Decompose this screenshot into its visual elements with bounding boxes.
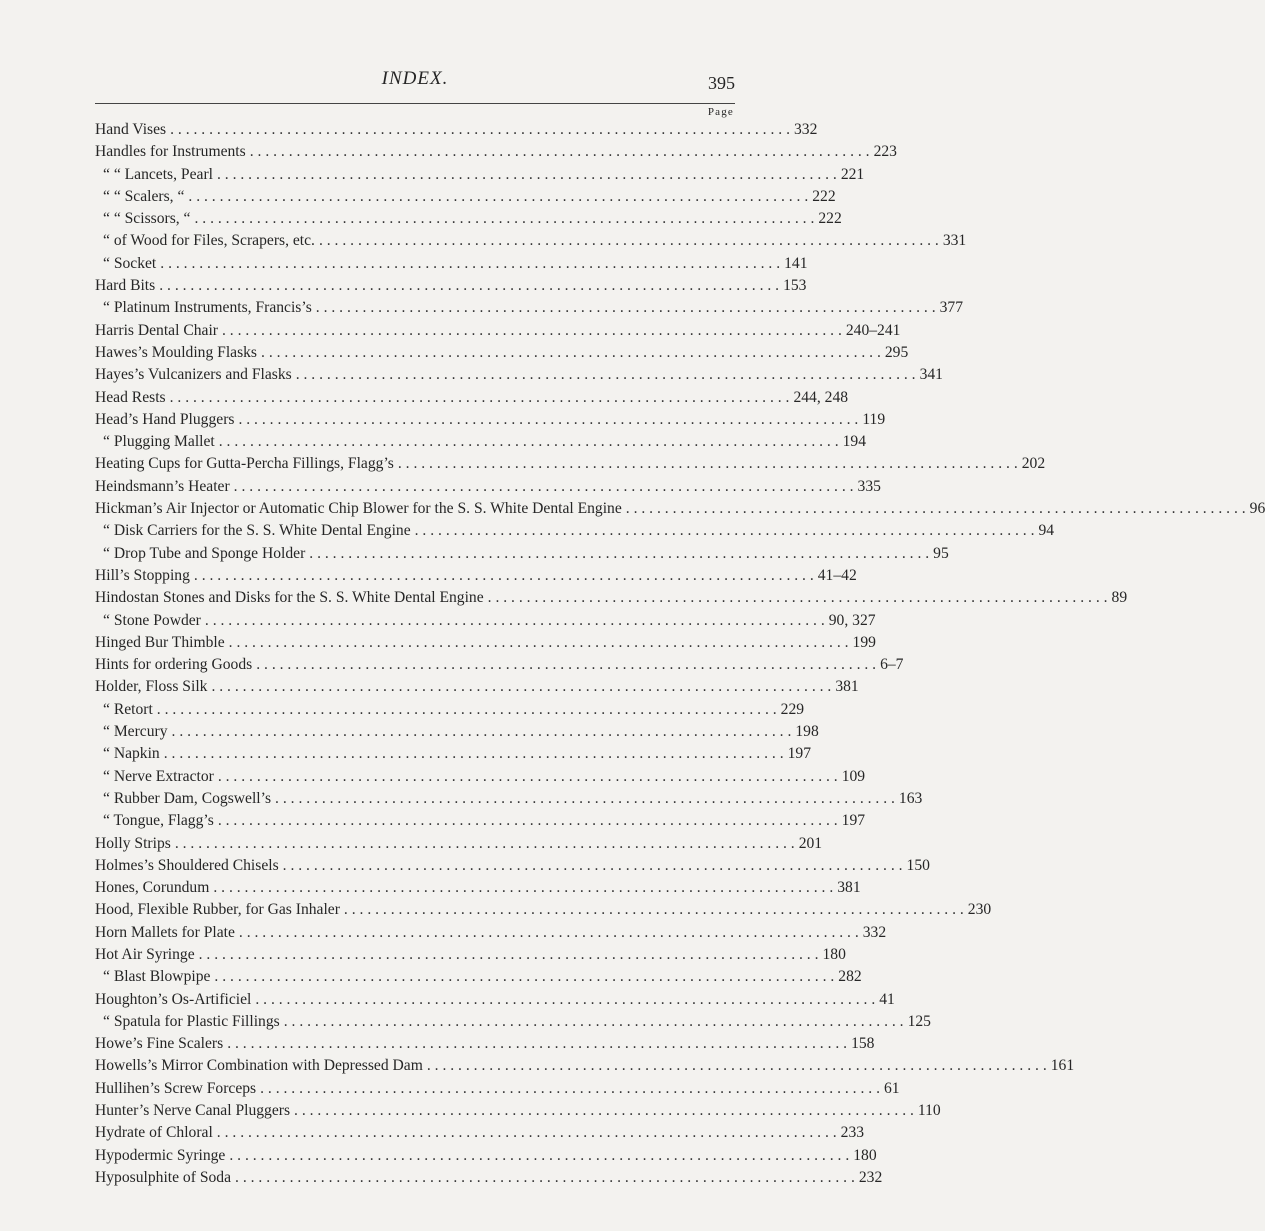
entry-label: Harris Dental Chair <box>95 321 218 339</box>
leader-dots: . . . . . . . . . . . . . . . . . . . . . . . . . . . . . . . . . . . . . . . . . . . . . . . . . . . . . . . . . . . . . . . . . . . . . . . . . . . . . . . . <box>214 968 835 986</box>
entry-page: 6–7 <box>880 656 904 674</box>
entry-label: Heating Cups for Gutta-Percha Fillings, Flagg’s <box>95 455 394 473</box>
index-entry <box>95 812 866 834</box>
leader-dots: . . . . . . . . . . . . . . . . . . . . . . . . . . . . . . . . . . . . . . . . . . . . . . . . . . . . . . . . . . . . . . . . . . . . . . . . . . . . . . . . <box>228 633 849 651</box>
index-entry <box>95 477 881 500</box>
leader-dots: . . . . . . . . . . . . . . . . . . . . . . . . . . . . . . . . . . . . . . . . . . . . . . . . . . . . . . . . . . . . . . . . . . . . . . . . . . . . . . . . <box>309 544 930 562</box>
entry-label: Houghton’s Os-Artificiel <box>95 990 252 1008</box>
leader-dots: . . . . . . . . . . . . . . . . . . . . . . . . . . . . . . . . . . . . . . . . . . . . . . . . . . . . . . . . . . . . . . . . . . . . . . . . . . . . . . . . <box>261 343 881 361</box>
index-entry <box>95 879 861 901</box>
entry-page: 109 <box>841 767 866 785</box>
index-entry <box>95 678 859 700</box>
leader-dots: . . . . . . . . . . . . . . . . . . . . . . . . . . . . . . . . . . . . . . . . . . . . . . . . . . . . . . . . . . . . . . . . . . . . . . . . . . . . . . . . <box>414 522 1035 540</box>
entry-label: “ Disk Carriers for the S. S. White Dental Engine <box>103 522 411 540</box>
index-entry <box>95 187 836 210</box>
index-entry <box>95 723 819 745</box>
entry-page: 199 <box>852 633 876 651</box>
entry-page: 41 <box>879 990 895 1008</box>
entry-label: Hyposulphite of Soda <box>95 1168 232 1186</box>
index-entry <box>95 299 964 321</box>
index-entry <box>95 1102 941 1124</box>
leader-dots: . . . . . . . . . . . . . . . . . . . . . . . . . . . . . . . . . . . . . . . . . . . . . . . . . . . . . . . . . . . . . . . . . . . . . . . . . . . . . . . . <box>217 812 838 830</box>
entry-label: “ Blast Blowpipe <box>103 968 211 986</box>
entry-page: 381 <box>837 879 861 897</box>
index-entry <box>95 544 949 567</box>
entry-page: 335 <box>857 477 881 495</box>
entry-page: 244, 248 <box>793 388 849 406</box>
leader-dots: . . . . . . . . . . . . . . . . . . . . . . . . . . . . . . . . . . . . . . . . . . . . . . . . . . . . . . . . . . . . . . . . . . . . . . . . . . . . . . . . <box>198 945 819 963</box>
entry-page: 90, 327 <box>828 611 876 629</box>
leader-dots: . . . . . . . . . . . . . . . . . . . . . . . . . . . . . . . . . . . . . . . . . . . . . . . . . . . . . . . . . . . . . . . . . . . . . . . . . . . . . . . . <box>294 1102 914 1120</box>
leader-dots: . . . . . . . . . . . . . . . . . . . . . . . . . . . . . . . . . . . . . . . . . . . . . . . . . . . . . . . . . . . . . . . . . . . . . . . . . . . . . . . . <box>221 321 842 339</box>
entry-page: 229 <box>780 700 805 718</box>
index-entry <box>95 277 807 299</box>
entry-label: “ “ Scalers, “ <box>103 187 185 205</box>
entry-page: 41–42 <box>817 566 857 584</box>
entry-page: 332 <box>862 923 887 941</box>
entry-page: 202 <box>1021 455 1046 473</box>
entry-label: “ Napkin <box>103 745 160 763</box>
entry-label: Howells’s Mirror Combination with Depressed Dam <box>95 1057 423 1075</box>
entry-label: Hints for ordering Goods <box>95 656 253 674</box>
leader-dots: . . . . . . . . . . . . . . . . . . . . . . . . . . . . . . . . . . . . . . . . . . . . . . . . . . . . . . . . . . . . . . . . . . . . . . . . . . . . . . . . <box>238 410 859 428</box>
entry-label: Handles for Instruments <box>95 143 246 161</box>
index-entry <box>95 366 943 388</box>
entry-label: “ Nerve Extractor <box>103 767 214 785</box>
entry-label: Head Rests <box>95 388 166 406</box>
leader-dots: . . . . . . . . . . . . . . . . . . . . . . . . . . . . . . . . . . . . . . . . . . . . . . . . . . . . . . . . . . . . . . . . . . . . . . . . . . . . . . . . <box>171 723 792 741</box>
entry-page: 161 <box>1050 1057 1075 1075</box>
entry-label: Hydrate of Chloral <box>95 1124 213 1142</box>
entry-label: “ Platinum Instruments, Francis’s <box>103 299 312 317</box>
entry-page: 222 <box>818 210 842 228</box>
entry-label: Hayes’s Vulcanizers and Flasks <box>95 366 292 384</box>
entry-label: Hill’s Stopping <box>95 566 190 584</box>
entry-label: Hindostan Stones and Disks for the S. S. White Dental Engine <box>95 589 484 607</box>
index-entry <box>95 165 865 188</box>
entry-page: 230 <box>967 901 992 919</box>
entry-page: 198 <box>795 723 819 741</box>
index-entry <box>95 856 930 879</box>
index-entry <box>95 589 1128 611</box>
entry-label: “ Rubber Dam, Cogswell’s <box>103 789 272 807</box>
entry-label: Holder, Floss Silk <box>95 678 208 696</box>
leader-dots: . . . . . . . . . . . . . . . . . . . . . . . . . . . . . . . . . . . . . . . . . . . . . . . . . . . . . . . . . . . . . . . . . . . . . . . . . . . . . . . . <box>318 232 939 250</box>
entry-page: 282 <box>838 968 862 986</box>
entry-page: 150 <box>906 856 930 874</box>
entry-page: 163 <box>898 789 923 807</box>
leader-dots: . . . . . . . . . . . . . . . . . . . . . . . . . . . . . . . . . . . . . . . . . . . . . . . . . . . . . . . . . . . . . . . . . . . . . . . . . . . . . . . . <box>426 1057 1047 1075</box>
entry-label: Hard Bits <box>95 277 156 295</box>
entry-page: 180 <box>822 945 846 963</box>
leader-dots: . . . . . . . . . . . . . . . . . . . . . . . . . . . . . . . . . . . . . . . . . . . . . . . . . . . . . . . . . . . . . . . . . . . . . . . . . . . . . . . . <box>169 388 790 406</box>
entry-label: Hunter’s Nerve Canal Pluggers <box>95 1102 291 1120</box>
index-entry <box>95 745 811 767</box>
entry-page: 222 <box>812 187 836 205</box>
entry-label: “ “ Lancets, Pearl <box>103 165 213 183</box>
entry-label: Hickman’s Air Injector or Automatic Chip Blower for the S. S. White Dental Engine <box>95 500 622 518</box>
leader-dots: . . . . . . . . . . . . . . . . . . . . . . . . . . . . . . . . . . . . . . . . . . . . . . . . . . . . . . . . . . . . . . . . . . . . . . . . . . . . . . . . <box>194 210 815 228</box>
running-head-title: INDEX. <box>381 68 449 89</box>
leader-dots: . . . . . . . . . . . . . . . . . . . . . . . . . . . . . . . . . . . . . . . . . . . . . . . . . . . . . . . . . . . . . . . . . . . . . . . . . . . . . . . . <box>260 1079 880 1097</box>
entry-label: Hones, Corundum <box>95 879 210 897</box>
entry-page: 119 <box>862 410 886 428</box>
entry-label: Hot Air Syringe <box>95 945 195 963</box>
entry-page: 194 <box>842 433 866 451</box>
leader-dots: . . . . . . . . . . . . . . . . . . . . . . . . . . . . . . . . . . . . . . . . . . . . . . . . . . . . . . . . . . . . . . . . . . . . . . . . . . . . . . . . <box>227 1035 848 1053</box>
entry-page: 377 <box>939 299 964 317</box>
index-entry <box>95 656 904 678</box>
index-entry <box>95 410 886 433</box>
leader-dots: . . . . . . . . . . . . . . . . . . . . . . . . . . . . . . . . . . . . . . . . . . . . . . . . . . . . . . . . . . . . . . . . . . . . . . . . . . . . . . . . <box>256 656 877 674</box>
index-entry <box>95 700 805 723</box>
entry-label: Heindsmann’s Heater <box>95 477 230 495</box>
leader-dots: . . . . . . . . . . . . . . . . . . . . . . . . . . . . . . . . . . . . . . . . . . . . . . . . . . . . . . . . . . . . . . . . . . . . . . . . . . . . . . . . <box>229 1146 850 1164</box>
index-entry <box>95 455 1046 477</box>
entry-page: 95 <box>933 544 949 562</box>
entry-label: “ Plugging Mallet <box>103 433 215 451</box>
entry-page: 89 <box>1111 589 1128 607</box>
index-entry <box>95 990 895 1013</box>
index-entry <box>95 923 887 946</box>
leader-dots: . . . . . . . . . . . . . . . . . . . . . . . . . . . . . . . . . . . . . . . . . . . . . . . . . . . . . . . . . . . . . . . . . . . . . . . . . . . . . . . . <box>487 589 1108 607</box>
index-entry <box>95 945 846 968</box>
index-entry <box>95 1124 865 1146</box>
entry-page: 94 <box>1038 522 1055 540</box>
entry-label: Hawes’s Moulding Flasks <box>95 343 258 361</box>
index-entry <box>95 1012 931 1035</box>
entry-label: “ Retort <box>103 700 153 718</box>
index-entry <box>95 767 866 790</box>
entry-label: “ of Wood for Files, Scrapers, etc. <box>103 232 315 250</box>
index-entry <box>95 254 808 277</box>
leader-dots: . . . . . . . . . . . . . . . . . . . . . . . . . . . . . . . . . . . . . . . . . . . . . . . . . . . . . . . . . . . . . . . . . . . . . . . . . . . . . . . . <box>188 187 809 205</box>
leader-dots: . . . . . . . . . . . . . . . . . . . . . . . . . . . . . . . . . . . . . . . . . . . . . . . . . . . . . . . . . . . . . . . . . . . . . . . . . . . . . . . . <box>283 1012 904 1030</box>
index-entry <box>95 1079 900 1102</box>
index-entry <box>95 388 849 411</box>
index-entry <box>95 522 1055 544</box>
leader-dots: . . . . . . . . . . . . . . . . . . . . . . . . . . . . . . . . . . . . . . . . . . . . . . . . . . . . . . . . . . . . . . . . . . . . . . . . . . . . . . . . <box>156 700 777 718</box>
entry-label: “ Spatula for Plastic Fillings <box>103 1012 280 1030</box>
entry-page: 180 <box>853 1146 877 1164</box>
index-entry <box>95 968 862 990</box>
entry-label: “ “ Scissors, “ <box>103 210 191 228</box>
entry-label: Hood, Flexible Rubber, for Gas Inhaler <box>95 901 340 919</box>
entry-label: “ Socket <box>103 254 157 272</box>
leader-dots: . . . . . . . . . . . . . . . . . . . . . . . . . . . . . . . . . . . . . . . . . . . . . . . . . . . . . . . . . . . . . . . . . . . . . . . . . . . . . . . . <box>160 254 781 272</box>
entry-label: “ Mercury <box>103 723 168 741</box>
entry-page: 110 <box>917 1102 941 1120</box>
entry-page: 197 <box>787 745 811 763</box>
leader-dots: . . . . . . . . . . . . . . . . . . . . . . . . . . . . . . . . . . . . . . . . . . . . . . . . . . . . . . . . . . . . . . . . . . . . . . . . . . . . . . . . <box>216 1124 837 1142</box>
running-header <box>95 68 735 98</box>
entry-page: 233 <box>840 1124 865 1142</box>
leader-dots: . . . . . . . . . . . . . . . . . . . . . . . . . . . . . . . . . . . . . . . . . . . . . . . . . . . . . . . . . . . . . . . . . . . . . . . . . . . . . . . . <box>255 990 876 1008</box>
index-entry <box>95 1146 877 1169</box>
leader-dots: . . . . . . . . . . . . . . . . . . . . . . . . . . . . . . . . . . . . . . . . . . . . . . . . . . . . . . . . . . . . . . . . . . . . . . . . . . . . . . . . <box>235 1168 855 1186</box>
entry-label: Head’s Hand Pluggers <box>95 410 235 428</box>
index-entry <box>95 789 923 812</box>
index-entry <box>95 232 967 254</box>
index-entry <box>95 633 876 656</box>
page-column-heading: Page <box>707 106 734 118</box>
entry-label: Holly Strips <box>95 834 171 852</box>
page-number: 395 <box>708 73 735 93</box>
leader-dots: . . . . . . . . . . . . . . . . . . . . . . . . . . . . . . . . . . . . . . . . . . . . . . . . . . . . . . . . . . . . . . . . . . . . . . . . . . . . . . . . <box>170 121 790 138</box>
index-entry <box>95 143 897 165</box>
leader-dots: . . . . . . . . . . . . . . . . . . . . . . . . . . . . . . . . . . . . . . . . . . . . . . . . . . . . . . . . . . . . . . . . . . . . . . . . . . . . . . . . <box>397 455 1018 473</box>
entry-label: “ Stone Powder <box>103 611 201 629</box>
entry-page: 381 <box>835 678 859 696</box>
index-entry <box>95 433 866 455</box>
index-entry <box>95 210 842 232</box>
entry-label: Holmes’s Shouldered Chisels <box>95 856 279 874</box>
leader-dots: . . . . . . . . . . . . . . . . . . . . . . . . . . . . . . . . . . . . . . . . . . . . . . . . . . . . . . . . . . . . . . . . . . . . . . . . . . . . . . . . <box>343 901 964 919</box>
index-entry <box>95 834 823 857</box>
index-entry <box>95 121 818 143</box>
entry-label: Hinged Bur Thimble <box>95 633 225 651</box>
index-entry <box>95 901 992 923</box>
leader-dots: . . . . . . . . . . . . . . . . . . . . . . . . . . . . . . . . . . . . . . . . . . . . . . . . . . . . . . . . . . . . . . . . . . . . . . . . . . . . . . . . <box>217 767 838 785</box>
leader-dots: . . . . . . . . . . . . . . . . . . . . . . . . . . . . . . . . . . . . . . . . . . . . . . . . . . . . . . . . . . . . . . . . . . . . . . . . . . . . . . . . <box>315 299 936 317</box>
index-entry <box>95 611 876 634</box>
entry-page: 332 <box>793 121 818 138</box>
leader-dots: . . . . . . . . . . . . . . . . . . . . . . . . . . . . . . . . . . . . . . . . . . . . . . . . . . . . . . . . . . . . . . . . . . . . . . . . . . . . . . . . <box>218 433 839 451</box>
index-entry <box>95 343 909 366</box>
index-entry <box>95 1057 1075 1079</box>
entry-label: Horn Mallets for Plate <box>95 923 235 941</box>
entry-page: 232 <box>858 1168 883 1186</box>
leader-dots: . . . . . . . . . . . . . . . . . . . . . . . . . . . . . . . . . . . . . . . . . . . . . . . . . . . . . . . . . . . . . . . . . . . . . . . . . . . . . . . . <box>204 611 825 629</box>
leader-dots: . . . . . . . . . . . . . . . . . . . . . . . . . . . . . . . . . . . . . . . . . . . . . . . . . . . . . . . . . . . . . . . . . . . . . . . . . . . . . . . . <box>211 678 832 696</box>
index-entry <box>95 1035 875 1057</box>
entry-label: Hullihen’s Screw Forceps <box>95 1079 257 1097</box>
entry-label: Howe’s Fine Scalers <box>95 1035 224 1053</box>
entry-page: 201 <box>798 834 823 852</box>
index-entry <box>95 500 1265 522</box>
leader-dots: . . . . . . . . . . . . . . . . . . . . . . . . . . . . . . . . . . . . . . . . . . . . . . . . . . . . . . . . . . . . . . . . . . . . . . . . . . . . . . . . <box>295 366 916 384</box>
leader-dots: . . . . . . . . . . . . . . . . . . . . . . . . . . . . . . . . . . . . . . . . . . . . . . . . . . . . . . . . . . . . . . . . . . . . . . . . . . . . . . . . <box>233 477 854 495</box>
entry-page: 223 <box>873 143 897 161</box>
leader-dots: . . . . . . . . . . . . . . . . . . . . . . . . . . . . . . . . . . . . . . . . . . . . . . . . . . . . . . . . . . . . . . . . . . . . . . . . . . . . . . . . <box>238 923 859 941</box>
entry-page: 141 <box>784 254 808 272</box>
header-rule <box>95 103 735 104</box>
entry-label: “ Drop Tube and Sponge Holder <box>103 544 306 562</box>
entry-page: 221 <box>840 165 865 183</box>
leader-dots: . . . . . . . . . . . . . . . . . . . . . . . . . . . . . . . . . . . . . . . . . . . . . . . . . . . . . . . . . . . . . . . . . . . . . . . . . . . . . . . . <box>625 500 1246 518</box>
entry-page: 125 <box>907 1012 931 1030</box>
leader-dots: . . . . . . . . . . . . . . . . . . . . . . . . . . . . . . . . . . . . . . . . . . . . . . . . . . . . . . . . . . . . . . . . . . . . . . . . . . . . . . . . <box>159 277 780 295</box>
entry-label: Hand Vises <box>95 121 167 138</box>
entry-page: 331 <box>942 232 967 250</box>
leader-dots: . . . . . . . . . . . . . . . . . . . . . . . . . . . . . . . . . . . . . . . . . . . . . . . . . . . . . . . . . . . . . . . . . . . . . . . . . . . . . . . . <box>249 143 870 161</box>
leader-dots: . . . . . . . . . . . . . . . . . . . . . . . . . . . . . . . . . . . . . . . . . . . . . . . . . . . . . . . . . . . . . . . . . . . . . . . . . . . . . . . . <box>163 745 784 763</box>
entry-page: 153 <box>783 277 807 295</box>
entry-page: 295 <box>884 343 909 361</box>
leader-dots: . . . . . . . . . . . . . . . . . . . . . . . . . . . . . . . . . . . . . . . . . . . . . . . . . . . . . . . . . . . . . . . . . . . . . . . . . . . . . . . . <box>282 856 903 874</box>
leader-dots: . . . . . . . . . . . . . . . . . . . . . . . . . . . . . . . . . . . . . . . . . . . . . . . . . . . . . . . . . . . . . . . . . . . . . . . . . . . . . . . . <box>174 834 795 852</box>
index-entry <box>95 1168 883 1191</box>
entry-label: Hypodermic Syringe <box>95 1146 226 1164</box>
index-entry-list <box>95 121 1265 1191</box>
entry-label: “ Tongue, Flagg’s <box>103 812 214 830</box>
leader-dots: . . . . . . . . . . . . . . . . . . . . . . . . . . . . . . . . . . . . . . . . . . . . . . . . . . . . . . . . . . . . . . . . . . . . . . . . . . . . . . . . <box>216 165 837 183</box>
leader-dots: . . . . . . . . . . . . . . . . . . . . . . . . . . . . . . . . . . . . . . . . . . . . . . . . . . . . . . . . . . . . . . . . . . . . . . . . . . . . . . . . <box>193 566 814 584</box>
index-entry <box>95 321 901 344</box>
entry-page: 61 <box>883 1079 900 1097</box>
entry-page: 96 <box>1249 500 1265 518</box>
entry-page: 240–241 <box>845 321 901 339</box>
entry-page: 158 <box>851 1035 875 1053</box>
leader-dots: . . . . . . . . . . . . . . . . . . . . . . . . . . . . . . . . . . . . . . . . . . . . . . . . . . . . . . . . . . . . . . . . . . . . . . . . . . . . . . . . <box>275 789 895 807</box>
entry-page: 341 <box>919 366 943 384</box>
index-entry <box>95 566 857 589</box>
leader-dots: . . . . . . . . . . . . . . . . . . . . . . . . . . . . . . . . . . . . . . . . . . . . . . . . . . . . . . . . . . . . . . . . . . . . . . . . . . . . . . . . <box>213 879 834 897</box>
entry-page: 197 <box>841 812 866 830</box>
